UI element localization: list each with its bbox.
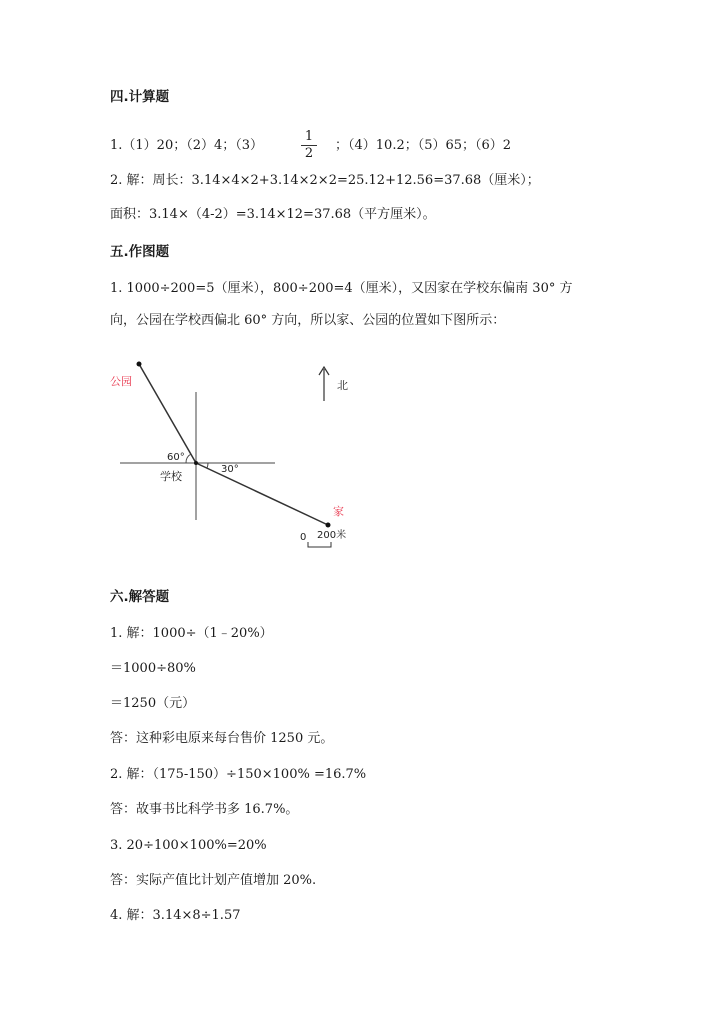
section-6-heading: 六.解答题: [110, 589, 170, 605]
scale-zero-label: 0: [300, 532, 307, 543]
section-5-heading: 五.作图题: [110, 244, 170, 260]
angle-arc-park: [186, 454, 191, 463]
location-diagram: [105, 355, 375, 555]
park-label: 公园: [110, 375, 132, 388]
s6-line: 3. 20÷100×100%=20%: [110, 838, 267, 853]
s6-line: 4. 解：3.14×8÷1.57: [110, 908, 241, 923]
s4-q1-fraction: [301, 130, 317, 161]
school-to-home-line: [196, 463, 328, 525]
s6-line: 答：这种彩电原来每台售价 1250 元。: [110, 731, 334, 746]
section-4-heading: 四.计算题: [110, 89, 170, 105]
s4-q1-suffix: ；（4）10.2；（5）65；（6）2: [335, 138, 512, 153]
s5-q1-line2: 向，公园在学校西偏北 60° 方向，所以家、公园的位置如下图所示：: [110, 313, 506, 328]
school-point: [194, 461, 198, 465]
s4-q2-line1: 2. 解：周长：3.14×4×2+3.14×2×2=25.12+12.56=37.68（厘米）；: [110, 173, 540, 188]
s4-q1-prefix: 1.（1）20；（2）4；（3）: [110, 138, 264, 153]
angle-home-label: 30°: [221, 464, 239, 475]
school-to-park-line: [139, 364, 196, 463]
s5-q1-line1: 1. 1000÷200=5（厘米），800÷200=4（厘米），又因家在学校东偏南 30° 方: [110, 281, 573, 296]
scale-label: 200米: [317, 530, 347, 541]
angle-arc-home: [207, 463, 208, 468]
s6-line: 答：故事书比科学书多 16.7%。: [110, 802, 299, 817]
s4-q2-line2: 面积：3.14×（4-2）=3.14×12=37.68（平方厘米）。: [110, 207, 436, 222]
s6-line: ＝1250（元）: [110, 696, 196, 711]
school-label: 学校: [160, 470, 182, 483]
fraction-denominator: 2: [304, 146, 314, 161]
park-point: [137, 362, 142, 367]
home-label: 家: [333, 505, 344, 518]
north-label: 北: [337, 379, 348, 392]
scale-bar: [308, 542, 331, 547]
s6-line: 2. 解：（175-150）÷150×100% =16.7%: [110, 767, 367, 782]
s6-line: ＝1000÷80%: [110, 661, 196, 676]
fraction-numerator: 1: [304, 129, 314, 144]
s6-line: 答：实际产值比计划产值增加 20%.: [110, 873, 317, 888]
home-point: [326, 523, 331, 528]
angle-park-label: 60°: [167, 452, 185, 463]
s6-line: 1. 解：1000÷（1﹣20%）: [110, 626, 273, 641]
